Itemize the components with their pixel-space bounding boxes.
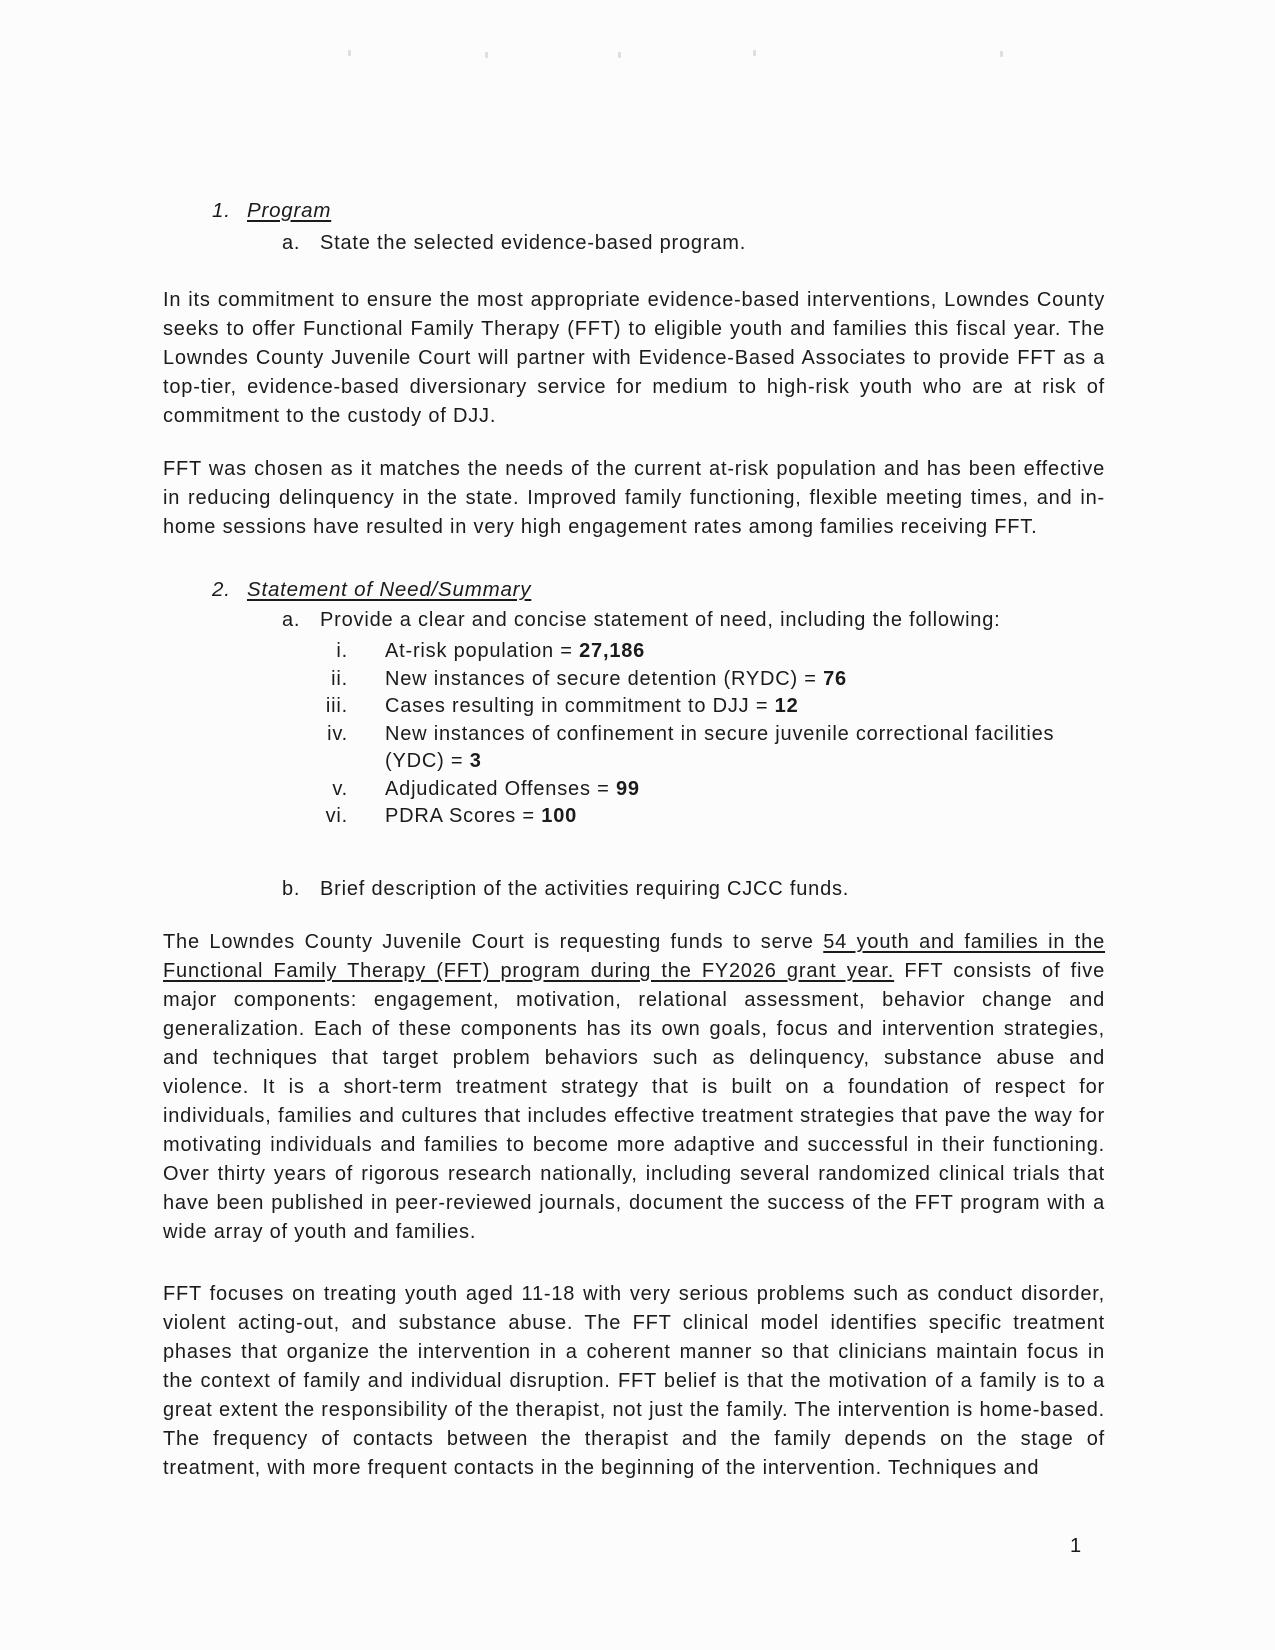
section-1-title: Program <box>247 199 332 222</box>
stat-row-secure-detention <box>163 666 1105 694</box>
stat-row-pdra-scores <box>163 803 1105 831</box>
item-a-text: Provide a clear and concise statement of need, including the following: <box>320 609 1001 631</box>
scan-speck <box>618 52 621 58</box>
section-1-number: 1. <box>212 199 231 222</box>
paragraph-3-after-underline: FFT consists of five major components: engagement, motivation, relational assessment, behavior change and generalization. Each of these components has its own goals, focus and intervention strategies, and techniques that target problem behaviors such as delinquency, substance abuse and violence. It is a short-term treatment strategy that is built on a foundation of respect for individuals, families and cultures that includes effective treatment strategies that pave the way for motivating individuals and families to become more adaptive and successful in their functioning. Over thirty years of rigorous research nationally, including several randomized clinical trials that have been published in peer-reviewed journals, document the success of the FFT program with a wide array of youth and families. <box>163 960 1105 1243</box>
roman-marker: v. <box>332 777 348 800</box>
item-a-text: State the selected evidence-based program. <box>320 232 747 254</box>
item-b-text: Brief description of the activities requiring CJCC funds. <box>320 878 850 900</box>
stat-value: 12 <box>774 695 799 717</box>
item-a-marker: a. <box>282 609 301 631</box>
stat-label: At-risk population = <box>385 640 580 662</box>
stat-value: 99 <box>615 777 640 800</box>
section-2-item-a <box>163 606 1224 635</box>
stat-label: New instances of secure detention (RYDC) = <box>385 667 824 690</box>
roman-marker: iii. <box>325 695 348 717</box>
paragraph-4: FFT focuses on treating youth aged 11-18 with very serious problems such as conduct disorder, violent acting-out, and substance abuse. The FFT clinical model identifies specific treatment phases that organize the intervention in a coherent manner so that clinicians maintain focus in the context of family and individual disruption. FFT belief is that the motivation of a family is to a great extent the responsibility of the therapist, not just the family. The intervention is home-based. The frequency of contacts between the therapist and the family depends on the stage of treatment, with more frequent contacts in the beginning of the intervention. Techniques and <box>163 1283 1105 1479</box>
stat-value: 100 <box>541 805 578 827</box>
stat-row-commitment-djj <box>163 693 1105 721</box>
scan-speck <box>485 52 488 58</box>
need-statistics-list <box>163 638 1105 831</box>
scan-speck <box>1000 51 1003 57</box>
section-2-item-b <box>163 875 1224 904</box>
roman-marker: iv. <box>327 722 348 745</box>
section-1-item-a <box>163 229 1224 258</box>
stat-label: Adjudicated Offenses = <box>385 777 616 800</box>
stat-label: New instances of confinement in secure juvenile correctional facilities (YDC) = <box>385 722 1055 772</box>
paragraph-2: FFT was chosen as it matches the needs of the current at-risk population and has been effective in reducing delinquency in the state. Improved family functioning, flexible meeting times, and in-home sessions have resulted in very high engagement rates among families receiving FFT. <box>163 458 1105 538</box>
section-2-number: 2. <box>212 578 231 601</box>
roman-marker: ii. <box>331 667 348 690</box>
roman-marker: vi. <box>325 805 348 827</box>
stat-row-adjudicated-offenses <box>163 776 1105 804</box>
stat-value: 27,186 <box>579 640 646 662</box>
paragraph-3 <box>163 928 1105 1247</box>
paragraph-3-before-underline: The Lowndes County Juvenile Court is requesting funds to serve <box>163 931 824 953</box>
stat-row-confinement-ydc <box>163 721 1105 776</box>
section-1-heading <box>163 196 1154 225</box>
item-a-marker: a. <box>282 232 301 254</box>
paragraph-1: In its commitment to ensure the most appropriate evidence-based interventions, Lowndes County seeks to offer Functional Family Therapy (FFT) to eligible youth and families this fiscal year. The Lowndes County Juvenile Court will partner with Evidence-Based Associates to provide FFT as a top-tier, evidence-based diversionary service for medium to high-risk youth who are at risk of commitment to the custody of DJJ. <box>163 289 1105 427</box>
stat-row-at-risk-population <box>163 638 1105 666</box>
page-number: 1 <box>1070 1535 1082 1557</box>
scan-speck <box>348 50 351 56</box>
stat-value: 76 <box>823 667 847 690</box>
paragraph-3-underlined-text: 54 youth and families in the Functional Family Therapy (FFT) program during the FY2026 grant year. <box>163 931 1106 982</box>
roman-marker: i. <box>336 640 348 662</box>
stat-value: 3 <box>469 750 482 772</box>
section-2-title: Statement of Need/Summary <box>247 578 532 601</box>
stat-label: PDRA Scores = <box>385 805 542 827</box>
scan-speck <box>753 50 756 56</box>
item-b-marker: b. <box>282 878 301 900</box>
section-2-heading <box>163 575 1154 604</box>
stat-label: Cases resulting in commitment to DJJ = <box>385 695 775 717</box>
